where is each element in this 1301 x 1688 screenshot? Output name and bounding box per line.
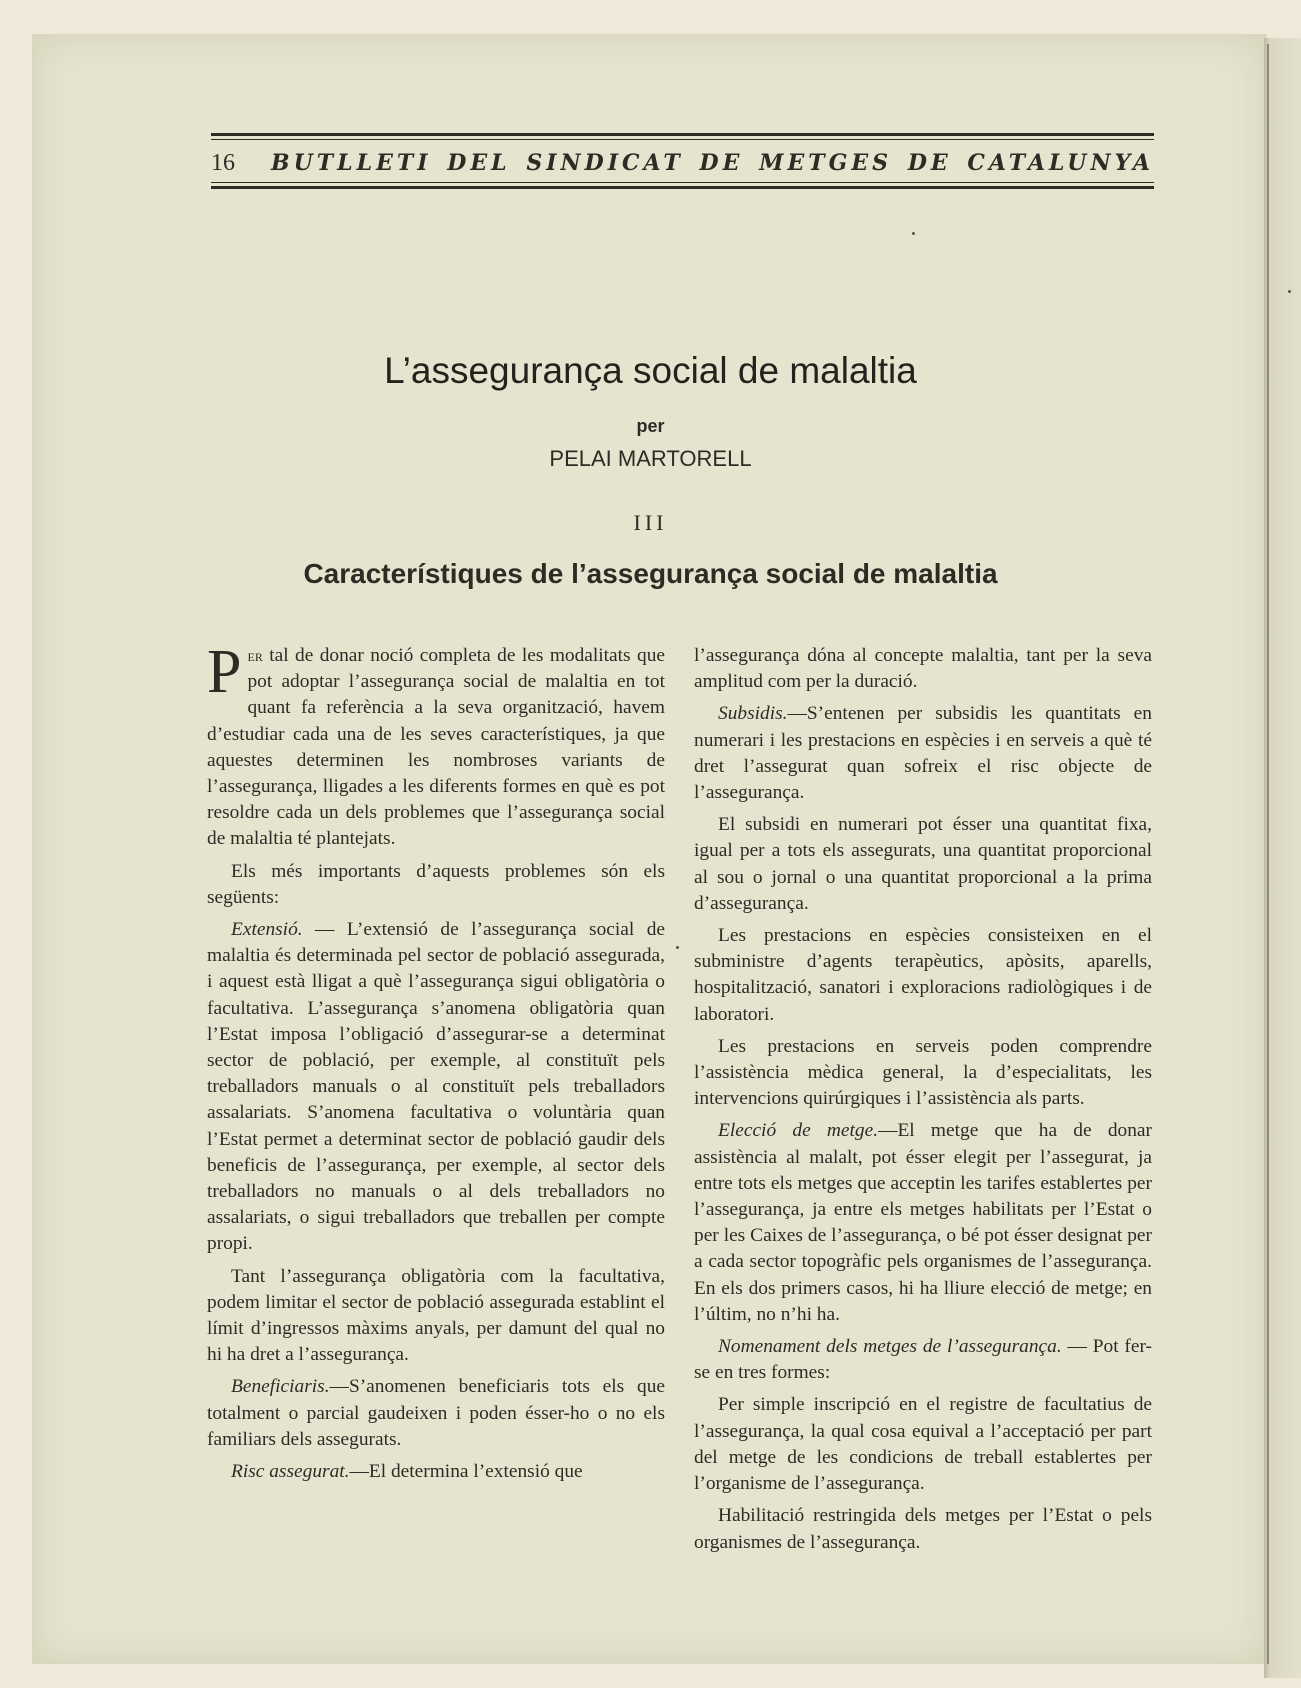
author-name: PELAI MARTORELL — [549, 446, 752, 471]
paragraph: Per simple inscripció en el registre de facultatius de l’assegurança, la qual cosa equival a l’acceptació per part del metge de les condicions de treball establertes per l’organisme de l’assegurança. — [694, 1394, 1152, 1495]
page-number: 16 — [211, 149, 235, 176]
smallcaps-lead: er — [247, 646, 263, 665]
right-column — [694, 643, 1152, 1562]
section-term: Subsidis. — [718, 703, 788, 725]
header-rule-top — [211, 133, 1154, 136]
paragraph — [207, 917, 665, 1258]
paragraph-text: —El metge que ha de donar assistència al malalt, pot ésser elegit per l’assegurat, ja entre tots els metges que acceptin les tarifes establertes per l’assegurança, ja entre els metges habilitats per l’Estat o per les Caixes de l’assegurança, o bé pot ésser designat per a cada sector topogràfic pels organismes de l’assegurança. En els dos primers casos, hi ha lliure elecció de metge; en l’últim, no n’hi ha. — [694, 1120, 1152, 1325]
header-rule-bottom — [211, 186, 1154, 189]
byline-per: per — [636, 416, 665, 436]
part-numeral: III — [633, 510, 668, 535]
journal-word: BUTLLETI — [271, 150, 432, 176]
facing-page-edge — [1264, 38, 1301, 1678]
paragraph-text: tal de donar noció completa de les modalitats que pot adoptar l’assegurança social de malaltia en tot quant fa referència a la seva organització, havem d’estudiar cada una de les seves característiques, ja que aquestes determinen les nombroses variants de l’assegurança, lligades a les diferents formes en què es pot resoldre cada un dels problemes que l’assegurança social de malaltia té plantejats. — [207, 645, 665, 850]
paragraph — [207, 1374, 665, 1453]
left-column — [207, 638, 665, 1491]
paragraph: Els més importants d’aquests problemes són els següents: — [207, 860, 665, 908]
paragraph: Tant l’assegurança obligatòria com la facultativa, podem limitar el sector de població assegurada establint el límit d’ingressos màxims anyals, per damunt del qual no hi ha dret a l’assegurança. — [207, 1265, 665, 1366]
journal-word: METGES — [759, 150, 893, 176]
paragraph — [207, 638, 665, 853]
journal-word: SINDICAT — [526, 150, 684, 176]
section-title: Característiques de l’assegurança social de malaltia — [303, 558, 998, 589]
paragraph — [207, 1459, 665, 1485]
drop-cap: P — [207, 638, 242, 706]
scan-speck — [1288, 290, 1291, 293]
section-term: Beneficiaris. — [231, 1376, 330, 1398]
paragraph-text: —S’anomenen beneficiaris tots els que totalment o parcial gaudeixen i poden ésser-ho o no els familiars dels assegurats. — [207, 1376, 665, 1450]
journal-word: DE — [699, 150, 744, 176]
paragraph — [694, 1334, 1152, 1386]
paragraph: l’assegurança dóna al concepte malaltia, tant per la seva amplitud com per la duració. — [694, 645, 1152, 693]
paragraph: El subsidi en numerari pot ésser una quantitat fixa, igual per a tots els assegurats, una quantitat proporcional al sou o jornal o una quantitat proporcional a la prima d’assegurança. — [694, 814, 1152, 914]
page-gutter-line — [1267, 44, 1269, 1664]
journal-title — [271, 150, 1154, 176]
journal-word: CATALUNYA — [967, 150, 1154, 176]
section-term: Extensió. — [231, 919, 303, 941]
journal-word: DEL — [447, 150, 511, 176]
header-rule-bottom-thin — [211, 182, 1154, 183]
paragraph: Habilitació restringida dels metges per l’Estat o pels organismes de l’assegurança. — [694, 1505, 1152, 1553]
paragraph-text: — Pot fer-se en tres formes: — [694, 1336, 1153, 1384]
section-term: Risc assegurat. — [231, 1461, 350, 1483]
paragraph — [694, 1118, 1152, 1328]
paragraph — [694, 701, 1152, 806]
paragraph: Les prestacions en espècies consisteixen en el subministre d’agents terapèutics, apòsits, aparells, hospitalització, sanatori i exploracions radiològiques i de laboratori. — [694, 925, 1152, 1025]
section-term: Nomenament dels metges de l’assegurança. — [718, 1336, 1062, 1358]
section-term: Elecció de metge. — [718, 1120, 879, 1142]
paragraph-text: —S’entenen per subsidis les quantitats en numerari i les prestacions en espècies i en serveis a què té dret l’assegurat quan sofreix el risc objecte de l’assegurança. — [694, 703, 1152, 804]
header-rule-top-thin — [211, 139, 1154, 140]
journal-word: DE — [907, 150, 952, 176]
paragraph-text: —El determina l’extensió que — [349, 1461, 583, 1483]
scan-speck — [912, 232, 915, 235]
article-title: L’assegurança social de malaltia — [384, 350, 917, 391]
paragraph-text: — L’extensió de l’assegurança social de malaltia és determinada pel sector de població assegurada, i aquest està lligat a què l’assegurança sigui obligatòria o facultativa. L’assegurança s’anomena obligatòria quan l’Estat imposa l’obligació d’assegurar-se a determinat sector de població, per exemple, al constituït pels treballadors manuals o al constituït pels treballadors assalariats. S’anomena facultativa o voluntària quan l’Estat permet a determinat sector de població gaudir dels beneficis de l’assegurança, per exemple, al sector dels treballadors no manuals o al dels treballadors no assalariats, o sigui treballadors que treballen per compte propi. — [207, 919, 665, 1255]
running-header — [211, 146, 1154, 180]
paragraph: Les prestacions en serveis poden comprendre l’assistència mèdica general, la d’especialitats, les intervencions quirúrgiques i l’assistència als parts. — [694, 1035, 1152, 1110]
scan-speck — [676, 946, 679, 949]
